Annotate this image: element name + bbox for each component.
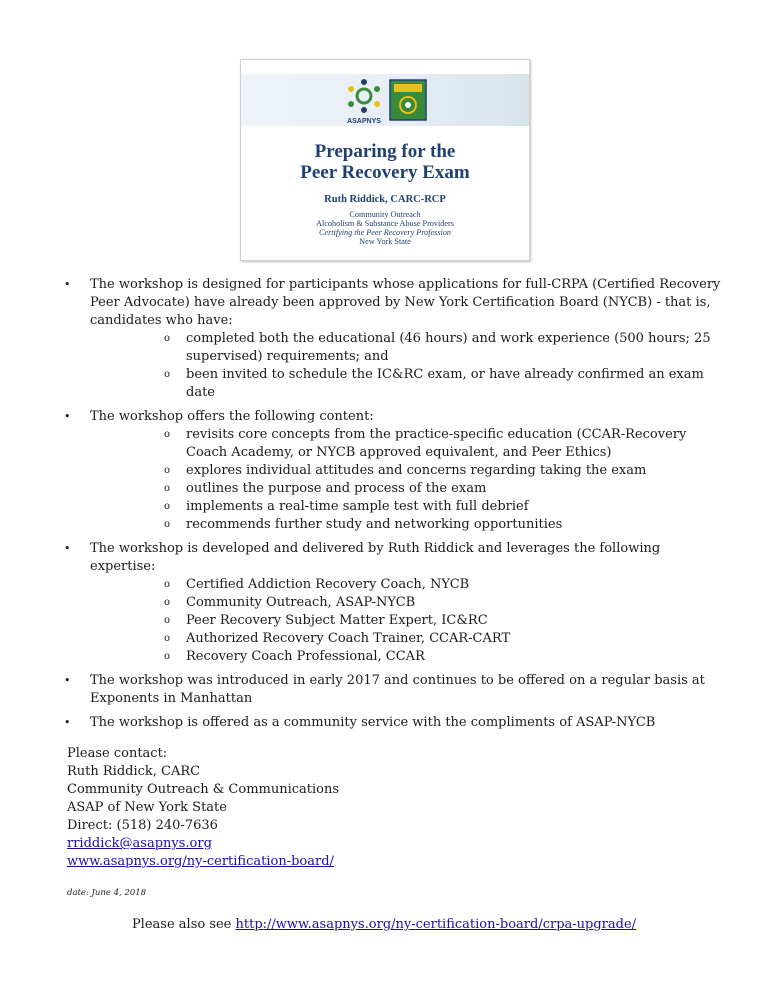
sub-list: [90, 330, 722, 402]
bullet-dot: •: [64, 542, 71, 555]
bullet-text: The workshop is designed for participants whose applications for full-CRPA (Certified Recovery Peer Advocate) have already been approved by New York Certification Board (NYCB) - that is, candidates who have:: [90, 277, 721, 328]
bullet-text: The workshop is developed and delivered by Ruth Riddick and leverages the following expertise:: [90, 541, 661, 574]
contact-website-link[interactable]: www.asapnys.org/ny-certification-board/: [67, 854, 334, 869]
slide-line-4: New York State: [359, 237, 411, 246]
sub-list: [90, 426, 722, 534]
sub-bullet: o: [164, 501, 171, 512]
sub-item: [90, 426, 722, 462]
sub-item-text: completed both the educational (46 hours) and work experience (500 hours; 25 supervised) requirements; and: [186, 331, 711, 364]
sub-bullet: o: [164, 333, 171, 344]
bullet-dot: •: [64, 674, 71, 687]
footer-link[interactable]: http://www.asapnys.org/ny-certification-board/crpa-upgrade/: [235, 917, 637, 932]
sub-bullet: o: [164, 465, 171, 476]
contact-org: ASAP of New York State: [67, 800, 227, 815]
sub-item: [90, 498, 722, 516]
sub-bullet: o: [164, 651, 171, 662]
sub-bullet: o: [164, 597, 171, 608]
sub-item: [90, 576, 722, 594]
sub-bullet: o: [164, 615, 171, 626]
sub-item-text: Authorized Recovery Coach Trainer, CCAR-CART: [186, 631, 511, 646]
contact-heading: Please contact:: [67, 746, 168, 761]
slide-line-2: Alcoholism & Substance Abuse Providers: [316, 219, 454, 228]
sub-bullet: o: [164, 369, 171, 380]
document-date: date: June 4, 2018: [67, 888, 147, 898]
sub-item: [90, 330, 722, 366]
sub-item: [90, 516, 722, 534]
bullet-item: [62, 276, 722, 402]
sub-item: [90, 612, 722, 630]
contact-phone: Direct: (518) 240-7636: [67, 818, 218, 833]
footer-prefix: Please also see: [131, 917, 236, 932]
slide-thumbnail: [240, 59, 530, 261]
slide-line-1: Community Outreach: [349, 210, 421, 219]
sub-item: [90, 648, 722, 666]
sub-list: [90, 576, 722, 666]
sub-bullet: o: [164, 429, 171, 440]
bullet-text: The workshop was introduced in early 2017 and continues to be offered on a regular basis at Exponents in Manhattan: [90, 673, 705, 706]
sub-item-text: Peer Recovery Subject Matter Expert, IC&RC: [186, 613, 488, 628]
contact-block: [67, 745, 339, 871]
sub-item-text: Community Outreach, ASAP-NYCB: [186, 595, 416, 610]
sub-item-text: been invited to schedule the IC&RC exam, or have already confirmed an exam date: [186, 367, 704, 400]
sub-item-text: recommends further study and networking opportunities: [186, 517, 563, 532]
sub-item-text: outlines the purpose and process of the exam: [186, 481, 487, 496]
bullet-dot: •: [64, 716, 71, 729]
bullet-list: [62, 276, 722, 738]
sub-bullet: o: [164, 633, 171, 644]
sub-item-text: Recovery Coach Professional, CCAR: [186, 649, 425, 664]
sub-bullet: o: [164, 519, 171, 530]
bullet-item: [62, 714, 722, 732]
sub-item: [90, 630, 722, 648]
sub-item: [90, 366, 722, 402]
sub-bullet: o: [164, 579, 171, 590]
logo-left-text: ASAPNYS: [347, 118, 381, 125]
footer-note: [0, 917, 768, 932]
sub-item: [90, 462, 722, 480]
contact-role: Community Outreach & Communications: [67, 782, 340, 797]
contact-name: Ruth Riddick, CARC: [67, 764, 201, 779]
sub-item-text: implements a real-time sample test with full debrief: [186, 499, 529, 514]
contact-email-link[interactable]: rriddick@asapnys.org: [67, 836, 212, 851]
sub-item-text: Certified Addiction Recovery Coach, NYCB: [186, 577, 470, 592]
ny-certification-board-logo: [389, 79, 427, 121]
slide-title-line1: Preparing for the: [314, 141, 456, 162]
bullet-item: [62, 408, 722, 534]
asapnys-logo: [341, 78, 387, 126]
bullet-text: The workshop offers the following content:: [90, 409, 374, 424]
bullet-dot: •: [64, 410, 71, 423]
sub-item-text: revisits core concepts from the practice-specific education (CCAR-Recovery Coach Academy, or NYCB approved equivalent, and Peer Ethics): [186, 427, 687, 460]
slide-presenter: Ruth Riddick, CARC-RCP: [324, 194, 446, 205]
slide-title-line2: Peer Recovery Exam: [300, 162, 470, 183]
sub-bullet: o: [164, 483, 171, 494]
bullet-item: [62, 672, 722, 708]
slide-line-3: Certifying the Peer Recovery Profession: [318, 228, 452, 237]
sub-item: [90, 594, 722, 612]
bullet-text: The workshop is offered as a community service with the compliments of ASAP-NYCB: [90, 715, 656, 730]
sub-item: [90, 480, 722, 498]
sub-item-text: explores individual attitudes and concerns regarding taking the exam: [186, 463, 647, 478]
bullet-item: [62, 540, 722, 666]
bullet-dot: •: [64, 278, 71, 291]
